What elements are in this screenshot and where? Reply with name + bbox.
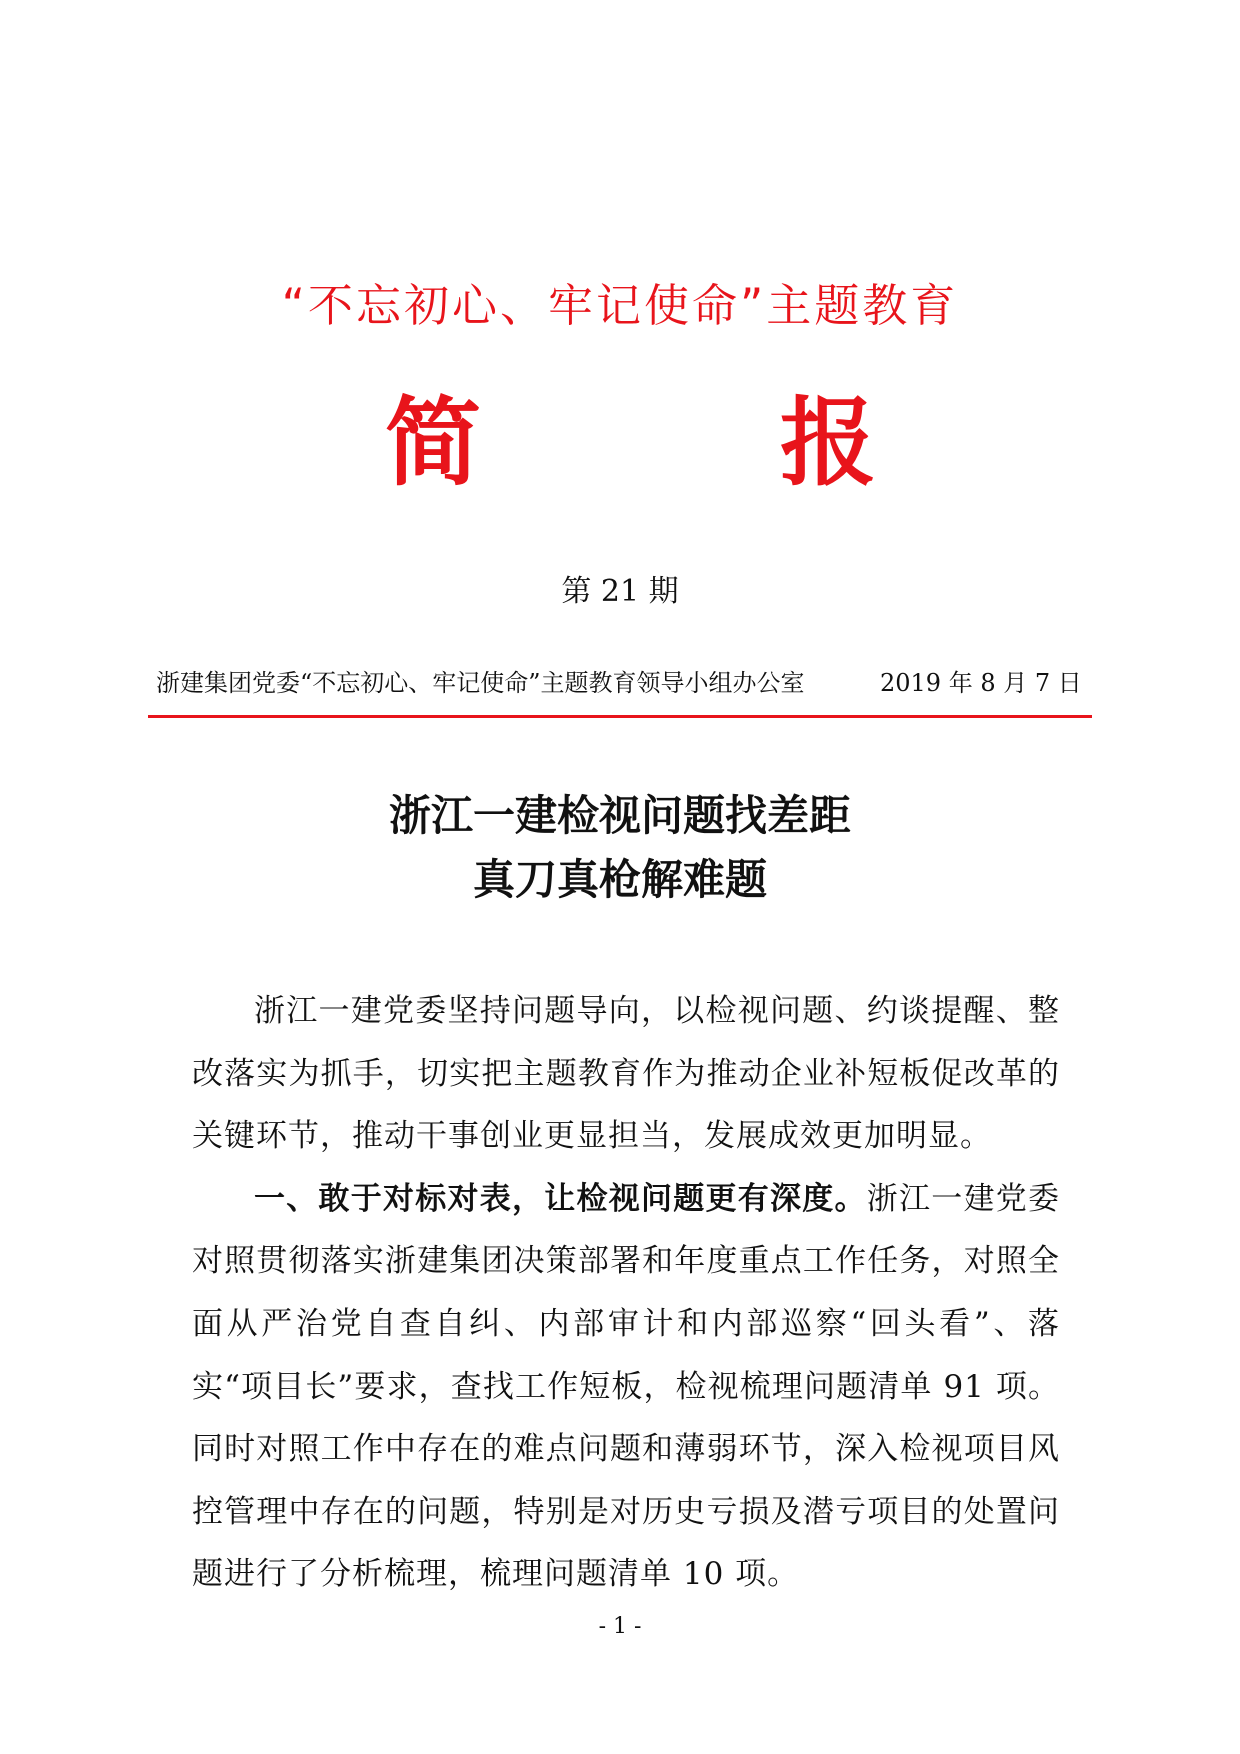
article-title-line-2: 真刀真枪解难题 xyxy=(472,855,767,904)
section-1-heading: 一、敢于对标对表，让检视问题更有深度。 xyxy=(254,1180,867,1217)
paragraph-intro: 浙江一建党委坚持问题导向，以检视问题、约谈提醒、整改落实为抓手，切实把主题教育作为推动企业补短板促改革的关键环节，推动干事创业更显担当，发展成效更加明显。 xyxy=(192,993,1060,1155)
page-number: - 1 - xyxy=(598,1614,642,1639)
article-title-line-1: 浙江一建检视问题找差距 xyxy=(388,791,851,840)
article-body xyxy=(192,980,1060,1606)
issuer-line: 浙建集团党委“不忘初心、牢记使命”主题教育领导小组办公室 xyxy=(156,669,805,697)
issue-date: 2019 年 8 月 7 日 xyxy=(880,669,1082,697)
paragraph-section-1 xyxy=(192,1168,1060,1606)
issue-number: 第 21 期 xyxy=(561,574,679,609)
red-divider xyxy=(148,715,1092,718)
masthead-char-jian: 简 xyxy=(385,386,481,499)
section-1-text: 浙江一建党委对照贯彻落实浙建集团决策部署和年度重点工作任务，对照全面从严治党自查自纠、内部审计和内部巡察“回头看”、落实“项目长”要求，查找工作短板，检视梳理问题清单 91 项。同时对照工作中存在的难点问题和薄弱环节，深入检视项目风控管理中存在的问题，特别是对历史亏损及潜亏项目的处置问题进行了分析梳理，梳理问题清单 10 项。 xyxy=(192,1180,1060,1593)
masthead-title: “不忘初心、牢记使命”主题教育 xyxy=(281,279,959,332)
masthead-char-bao: 报 xyxy=(780,386,876,499)
